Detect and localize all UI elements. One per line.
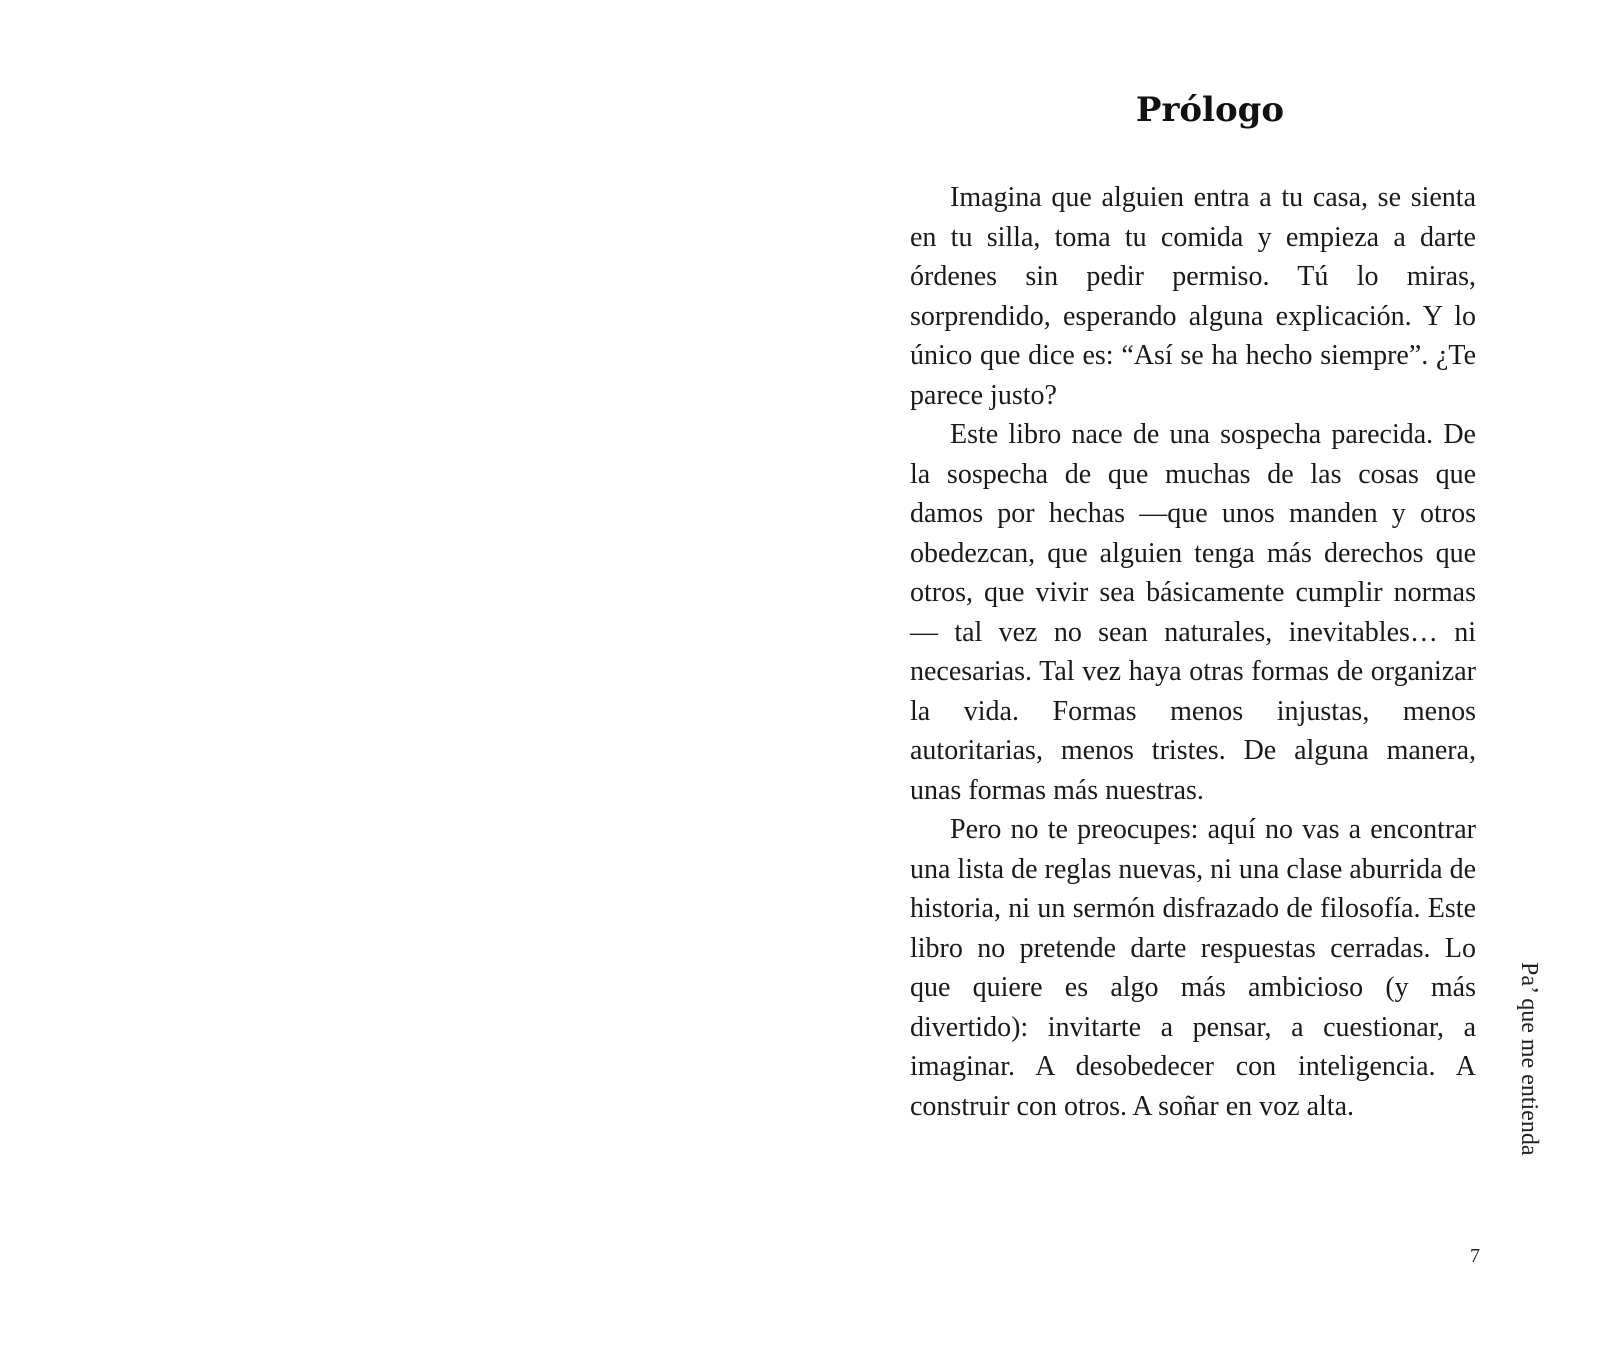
body-text	[910, 178, 1476, 1126]
page-number: 7	[1470, 1245, 1480, 1267]
running-head: Pa’ que me entienda	[1516, 962, 1542, 1156]
right-page	[800, 0, 1600, 1360]
paragraph-1: Imagina que alguien entra a tu casa, se sienta en tu silla, toma tu comida y empieza a darte órdenes sin pedir permiso. Tú lo miras, sorprendido, esperando alguna explicación. Y lo único que dice es: “Así se ha hecho siempre”. ¿Te parece justo?	[910, 182, 1476, 411]
paragraph-3: Pero no te preocupes: aquí no vas a encontrar una lista de reglas nuevas, ni una clase aburrida de historia, ni un sermón disfrazado de filosofía. Este libro no pretende darte respuestas cerradas. Lo que quiere es algo más ambicioso (y más divertido): invitarte a pensar, a cuestionar, a imaginar. A desobedecer con inteligencia. A construir con otros. A soñar en voz alta.	[910, 814, 1477, 1122]
paragraph-2: Este libro nace de una sospecha parecida. De la sospecha de que muchas de las cosas que damos por hechas —que unos manden y otros obedezcan, que alguien tenga más derechos que otros, que vivir sea básicamente cumplir normas— tal vez no sean naturales, inevitables… ni necesarias. Tal vez haya otras formas de organizar la vida. Formas menos injustas, menos autoritarias, menos tristes. De alguna manera, unas formas más nuestras.	[910, 419, 1476, 806]
chapter-title: Prólogo	[1135, 90, 1285, 130]
